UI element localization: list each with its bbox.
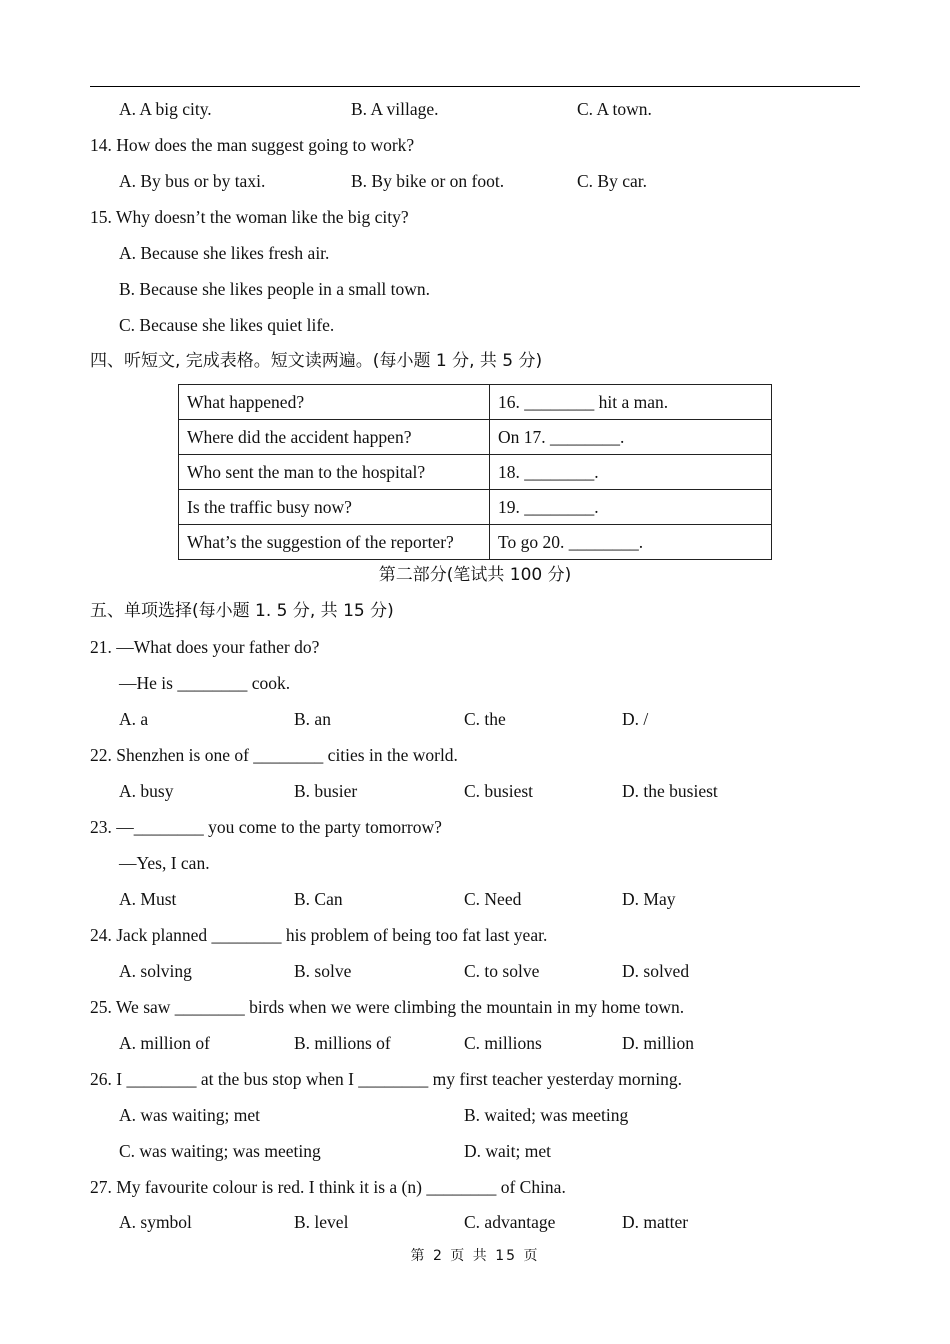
listening-table (178, 384, 772, 560)
q21-option-a: A. a (119, 709, 149, 729)
q14-option-b: B. By bike or on foot. (351, 171, 505, 191)
table-row (179, 385, 772, 420)
header-rule (90, 86, 860, 87)
q21-option-d: D. / (622, 709, 649, 729)
q27-option-a: A. symbol (119, 1212, 192, 1232)
q22-question: 22. Shenzhen is one of ________ cities in the world. (90, 745, 458, 765)
q23-line2: —Yes, I can. (119, 853, 210, 873)
q24-question: 24. Jack planned ________ his problem of being too fat last year. (90, 925, 548, 945)
q24-option-c: C. to solve (464, 961, 540, 981)
table-question: Who sent the man to the hospital? (179, 455, 490, 490)
q26-question: 26. I ________ at the bus stop when I ________ my first teacher yesterday morning. (90, 1069, 682, 1089)
q24-option-a: A. solving (119, 961, 192, 981)
page-footer: 第 2 页 共 15 页 (410, 1248, 540, 1264)
q27-question: 27. My favourite colour is red. I think it is a (n) ________ of China. (90, 1177, 566, 1197)
table-answer: 16. ________ hit a man. (490, 385, 772, 420)
section5-title: 五、单项选择(每小题 1. 5 分, 共 15 分) (90, 601, 394, 621)
q14-question: 14. How does the man suggest going to work? (90, 135, 415, 155)
table-row (179, 525, 772, 560)
q23-option-c: C. Need (464, 889, 522, 909)
table-answer: 18. ________. (490, 455, 772, 490)
q21-question: 21. —What does your father do? (90, 637, 320, 657)
q25-option-c: C. millions (464, 1033, 542, 1053)
q14-option-a: A. By bus or by taxi. (119, 171, 266, 191)
q25-question: 25. We saw ________ birds when we were climbing the mountain in my home town. (90, 997, 685, 1017)
table-answer: To go 20. ________. (490, 525, 772, 560)
table-answer: 19. ________. (490, 490, 772, 525)
q15-option-b: B. Because she likes people in a small town. (119, 279, 431, 299)
q25-option-b: B. millions of (294, 1033, 391, 1053)
q26-option-c: C. was waiting; was meeting (119, 1141, 321, 1161)
q22-option-a: A. busy (119, 781, 174, 801)
table-question: Where did the accident happen? (179, 420, 490, 455)
q23-option-d: D. May (622, 889, 676, 909)
part2-title: 第二部分(笔试共 100 分) (378, 565, 572, 585)
q22-option-b: B. busier (294, 781, 358, 801)
q26-option-d: D. wait; met (464, 1141, 551, 1161)
q24-option-b: B. solve (294, 961, 352, 981)
q13-option-b: B. A village. (351, 99, 439, 119)
section4-title: 四、听短文, 完成表格。短文读两遍。(每小题 1 分, 共 5 分) (90, 351, 543, 371)
q27-option-b: B. level (294, 1212, 349, 1232)
q13-option-a: A. A big city. (119, 99, 212, 119)
table-row (179, 490, 772, 525)
q14-option-c: C. By car. (577, 171, 647, 191)
q23-option-a: A. Must (119, 889, 177, 909)
q15-option-a: A. Because she likes fresh air. (119, 243, 330, 263)
q15-question: 15. Why doesn’t the woman like the big city? (90, 207, 409, 227)
q23-question: 23. —________ you come to the party tomorrow? (90, 817, 442, 837)
table-question: What happened? (179, 385, 490, 420)
q26-option-b: B. waited; was meeting (464, 1105, 629, 1125)
q21-line2: —He is ________ cook. (119, 673, 291, 693)
table-row (179, 420, 772, 455)
q25-option-d: D. million (622, 1033, 694, 1053)
q22-option-d: D. the busiest (622, 781, 718, 801)
q27-option-c: C. advantage (464, 1212, 556, 1232)
q24-option-d: D. solved (622, 961, 690, 981)
q21-option-b: B. an (294, 709, 331, 729)
q27-option-d: D. matter (622, 1212, 689, 1232)
q23-option-b: B. Can (294, 889, 343, 909)
q22-option-c: C. busiest (464, 781, 534, 801)
q15-option-c: C. Because she likes quiet life. (119, 315, 335, 335)
table-question: What’s the suggestion of the reporter? (179, 525, 490, 560)
q25-option-a: A. million of (119, 1033, 210, 1053)
table-question: Is the traffic busy now? (179, 490, 490, 525)
table-row (179, 455, 772, 490)
q13-option-c: C. A town. (577, 99, 652, 119)
table-answer: On 17. ________. (490, 420, 772, 455)
q21-option-c: C. the (464, 709, 506, 729)
q26-option-a: A. was waiting; met (119, 1105, 260, 1125)
